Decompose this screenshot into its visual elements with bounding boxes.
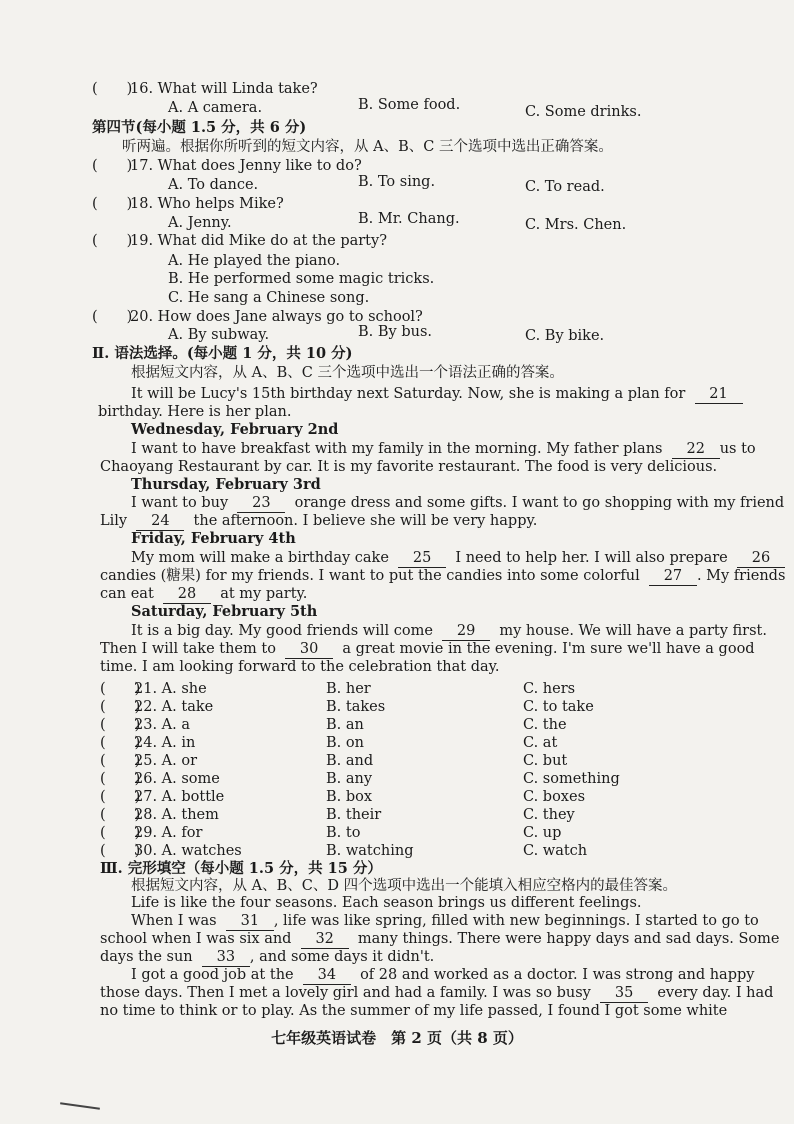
part2-header: Ⅱ. 语法选择。(每小题 1 分，共 10 分) [92,345,353,362]
day-heading-thu: Thursday, February 3rd [131,476,321,493]
answer-bracket[interactable]: ( ) [92,81,133,97]
passage-line: It is a big day. My good friends will come 29 my house. We will have a party first. [131,623,767,639]
scan-mark [60,1102,100,1110]
day-heading-wed: Wednesday, February 2nd [131,421,339,438]
q18-option-a: A. Jenny. [168,215,232,231]
grammar-option-c: C. boxes [523,789,586,805]
passage-line: I got a good job at the 34 of 28 and worked as a doctor. I was strong and happy [131,967,755,983]
passage-line: can eat 28 at my party. [100,586,308,602]
grammar-question-24: ( )24. A. in [100,735,196,751]
grammar-option-c: C. watch [523,843,588,859]
grammar-question-30: ( )30. A. watches [100,843,242,859]
blank-25[interactable]: 25 [398,549,446,568]
answer-bracket[interactable]: ( ) [92,309,133,325]
answer-bracket[interactable]: ( ) [100,699,141,715]
blank-21[interactable]: 21 [695,385,743,404]
grammar-option-c: C. something [523,771,620,787]
blank-27[interactable]: 27 [649,567,697,586]
grammar-option-c: C. but [523,753,568,769]
grammar-option-b: B. an [326,717,364,733]
passage-line: Chaoyang Restaurant by car. It is my favorite restaurant. The food is very delicious. [100,459,718,475]
passage-line: I want to have breakfast with my family in the morning. My father plans 22 us to [131,441,756,457]
grammar-question-25: ( )25. A. or [100,753,198,769]
blank-30[interactable]: 30 [285,640,333,659]
answer-bracket[interactable]: ( ) [100,771,141,787]
grammar-option-c: C. at [523,735,558,751]
answer-bracket[interactable]: ( ) [100,825,141,841]
grammar-option-b: B. box [326,789,373,805]
passage-line: My mom will make a birthday cake 25 I need to help her. I will also prepare 26 [131,549,785,568]
blank-31[interactable]: 31 [226,912,274,931]
day-heading-sat: Saturday, February 5th [131,603,318,620]
q17-option-b: B. To sing. [358,174,436,190]
passage-line: no time to think or to play. As the summer of my life passed, I found I got some white [100,1003,728,1019]
grammar-question-26: ( )26. A. some [100,771,220,787]
passage-line: time. I am looking forward to the celebration that day. [100,659,500,675]
section4-instruction: 听两遍。根据你所听到的短文内容，从 A、B、C 三个选项中选出正确答案。 [122,139,613,155]
grammar-option-c: C. up [523,825,562,841]
blank-32[interactable]: 32 [301,930,349,949]
question-17: ( )17. What does Jenny like to do? [92,158,362,174]
grammar-option-c: C. to take [523,699,594,715]
grammar-option-b: B. watching [326,843,414,859]
q16-option-b: B. Some food. [358,97,461,113]
q19-option-c: C. He sang a Chinese song. [168,290,370,306]
grammar-option-c: C. hers [523,681,576,697]
q18-option-b: B. Mr. Chang. [358,211,460,227]
passage-line: Lily 24 the afternoon. I believe she will be very happy. [100,513,538,529]
page-footer: 七年级英语试卷 第 2 页（共 8 页） [271,1029,523,1047]
answer-bracket[interactable]: ( ) [100,843,141,859]
passage-line: birthday. Here is her plan. [98,404,292,420]
answer-bracket[interactable]: ( ) [100,717,141,733]
section4-header: 第四节(每小题 1.5 分，共 6 分) [92,119,307,136]
blank-33[interactable]: 33 [202,948,250,967]
passage-line: those days. Then I met a lovely girl and had a family. I was so busy 35 every day. I had [100,985,774,1001]
grammar-question-29: ( )29. A. for [100,825,203,841]
grammar-question-27: ( )27. A. bottle [100,789,225,805]
q18-option-c: C. Mrs. Chen. [525,217,627,233]
blank-26[interactable]: 26 [737,549,785,568]
grammar-option-b: B. to [326,825,361,841]
part2-instruction: 根据短文内容，从 A、B、C 三个选项中选出一个语法正确的答案。 [131,365,564,381]
blank-34[interactable]: 34 [303,966,351,985]
answer-bracket[interactable]: ( ) [92,196,133,212]
answer-bracket[interactable]: ( ) [100,789,141,805]
answer-bracket[interactable]: ( ) [100,681,141,697]
passage-line: I want to buy 23 orange dress and some gifts. I want to go shopping with my friend [131,495,785,511]
grammar-question-21: ( )21. A. she [100,681,207,697]
q16-option-c: C. Some drinks. [525,104,642,120]
q17-option-a: A. To dance. [168,177,259,193]
blank-29[interactable]: 29 [442,622,490,641]
passage-line: Life is like the four seasons. Each season brings us different feelings. [131,895,642,911]
q16-option-a: A. A camera. [168,100,263,116]
grammar-option-b: B. her [326,681,371,697]
part3-header: Ⅲ. 完形填空（每小题 1.5 分，共 15 分） [100,860,382,877]
q20-option-b: B. By bus. [358,324,433,340]
grammar-option-c: C. the [523,717,567,733]
passage-line: When I was 31 , life was like spring, filled with new beginnings. I started to go to [131,913,759,929]
blank-24[interactable]: 24 [136,512,184,531]
question-20: ( )20. How does Jane always go to school? [92,309,423,325]
passage-line: school when I was six and 32 many things. There were happy days and sad days. Some [100,931,780,947]
grammar-option-b: B. any [326,771,373,787]
grammar-question-23: ( )23. A. a [100,717,191,733]
question-19: ( )19. What did Mike do at the party? [92,233,387,249]
q17-option-c: C. To read. [525,179,605,195]
q20-option-c: C. By bike. [525,328,605,344]
grammar-option-b: B. and [326,753,374,769]
grammar-option-b: B. their [326,807,382,823]
q20-option-a: A. By subway. [168,327,270,343]
answer-bracket[interactable]: ( ) [92,233,133,249]
passage-line: It will be Lucy's 15th birthday next Saturday. Now, she is making a plan for 21 [131,385,743,404]
grammar-option-c: C. they [523,807,575,823]
answer-bracket[interactable]: ( ) [100,753,141,769]
question-18: ( )18. Who helps Mike? [92,196,284,212]
blank-28[interactable]: 28 [163,585,211,604]
grammar-option-b: B. on [326,735,364,751]
part3-instruction: 根据短文内容，从 A、B、C、D 四个选项中选出一个能填入相应空格内的最佳答案。 [131,878,678,894]
q19-option-a: A. He played the piano. [168,253,341,269]
grammar-option-b: B. takes [326,699,386,715]
answer-bracket[interactable]: ( ) [92,158,133,174]
blank-35[interactable]: 35 [600,984,648,1003]
q19-option-b: B. He performed some magic tricks. [168,271,435,287]
passage-line: Then I will take them to 30 a great movie in the evening. I'm sure we'll have a good [100,641,755,657]
answer-bracket[interactable]: ( ) [100,807,141,823]
grammar-question-28: ( )28. A. them [100,807,219,823]
day-heading-fri: Friday, February 4th [131,530,296,547]
blank-23[interactable]: 23 [237,494,285,513]
answer-bracket[interactable]: ( ) [100,735,141,751]
question-16: ( )16. What will Linda take? [92,81,318,97]
passage-line: days the sun 33 , and some days it didn't. [100,949,435,965]
blank-22[interactable]: 22 [672,440,720,459]
passage-line: candies (糖果) for my friends. I want to put the candies into some colorful 27 . My friends [100,568,786,584]
grammar-question-22: ( )22. A. take [100,699,214,715]
